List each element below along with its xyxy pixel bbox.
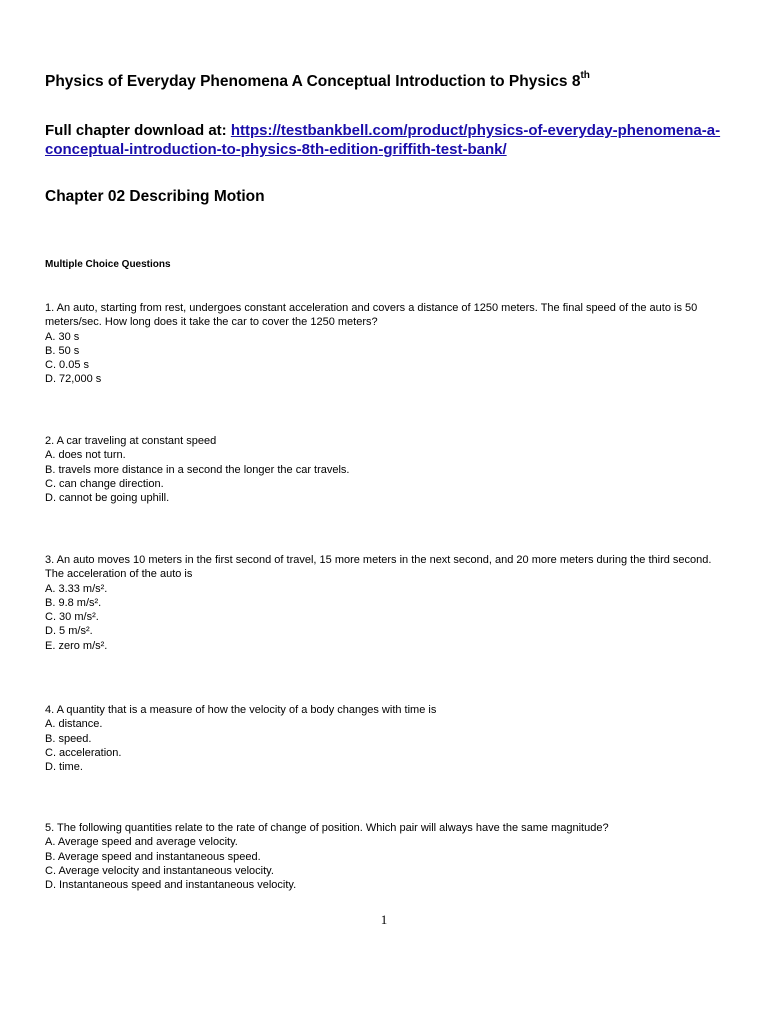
- answer-option: D. Instantaneous speed and instantaneous velocity.: [45, 879, 297, 892]
- answer-option: E. zero m/s².: [45, 639, 108, 652]
- question-stem: 3. An auto moves 10 meters in the first second of travel, 15 more meters in the next second, and 20 more meters during the third second. The acceleration of the auto is: [45, 554, 712, 581]
- chapter-heading: Chapter 02 Describing Motion: [45, 188, 265, 205]
- answer-option: A. distance.: [45, 718, 103, 731]
- answer-option: C. 30 m/s².: [45, 611, 99, 624]
- answer-option: C. acceleration.: [45, 746, 122, 759]
- question-stem: 2. A car traveling at constant speed: [45, 435, 217, 447]
- answer-option: B. 50 s: [45, 344, 80, 357]
- answer-option: B. travels more distance in a second the longer the car travels.: [45, 463, 350, 476]
- answer-option: A. does not turn.: [45, 449, 126, 462]
- answer-option: D. 72,000 s: [45, 373, 102, 386]
- answer-option: B. speed.: [45, 732, 92, 745]
- download-label: Full chapter download at:: [45, 122, 227, 139]
- answer-option: A. 3.33 m/s².: [45, 582, 108, 595]
- answer-option: D. cannot be going uphill.: [45, 492, 170, 505]
- answer-option: A. Average speed and average velocity.: [45, 836, 238, 849]
- download-link[interactable]: https://testbankbell.com/product/physics-of-everyday-phenomena-a-conceptual-introduction-to-physics-8th-edition-griffith-test-bank/: [45, 122, 721, 158]
- answer-option: B. 9.8 m/s².: [45, 596, 102, 609]
- question-2: [45, 434, 725, 505]
- document-title-text: Physics of Everyday Phenomena A Conceptual Introduction to Physics 8: [45, 73, 581, 91]
- answer-option: B. Average speed and instantaneous speed.: [45, 850, 261, 863]
- answer-option: C. Average velocity and instantaneous velocity.: [45, 864, 274, 877]
- question-stem: 4. A quantity that is a measure of how the velocity of a body changes with time is: [45, 704, 437, 716]
- answer-option: D. 5 m/s².: [45, 625, 93, 638]
- answer-option: D. time.: [45, 761, 83, 774]
- question-stem: 1. An auto, starting from rest, undergoes constant acceleration and covers a distance of 1250 meters. The final speed of the auto is 50 meters/sec. How long does it take the car to cover the 1250 meters?: [45, 302, 698, 329]
- page-number: 1: [380, 912, 388, 927]
- answer-option: A. 30 s: [45, 330, 80, 343]
- document-title-superscript: th: [580, 70, 590, 81]
- question-stem: 5. The following quantities relate to the rate of change of position. Which pair will always have the same magnitude?: [45, 822, 609, 834]
- question-5: [45, 821, 725, 892]
- question-3: [45, 553, 725, 653]
- question-1: [45, 301, 725, 387]
- answer-option: C. can change direction.: [45, 477, 164, 490]
- question-4: [45, 703, 725, 774]
- answer-option: C. 0.05 s: [45, 359, 90, 372]
- section-heading: Multiple Choice Questions: [45, 259, 171, 270]
- download-line: [45, 121, 725, 159]
- document-title: [45, 72, 745, 91]
